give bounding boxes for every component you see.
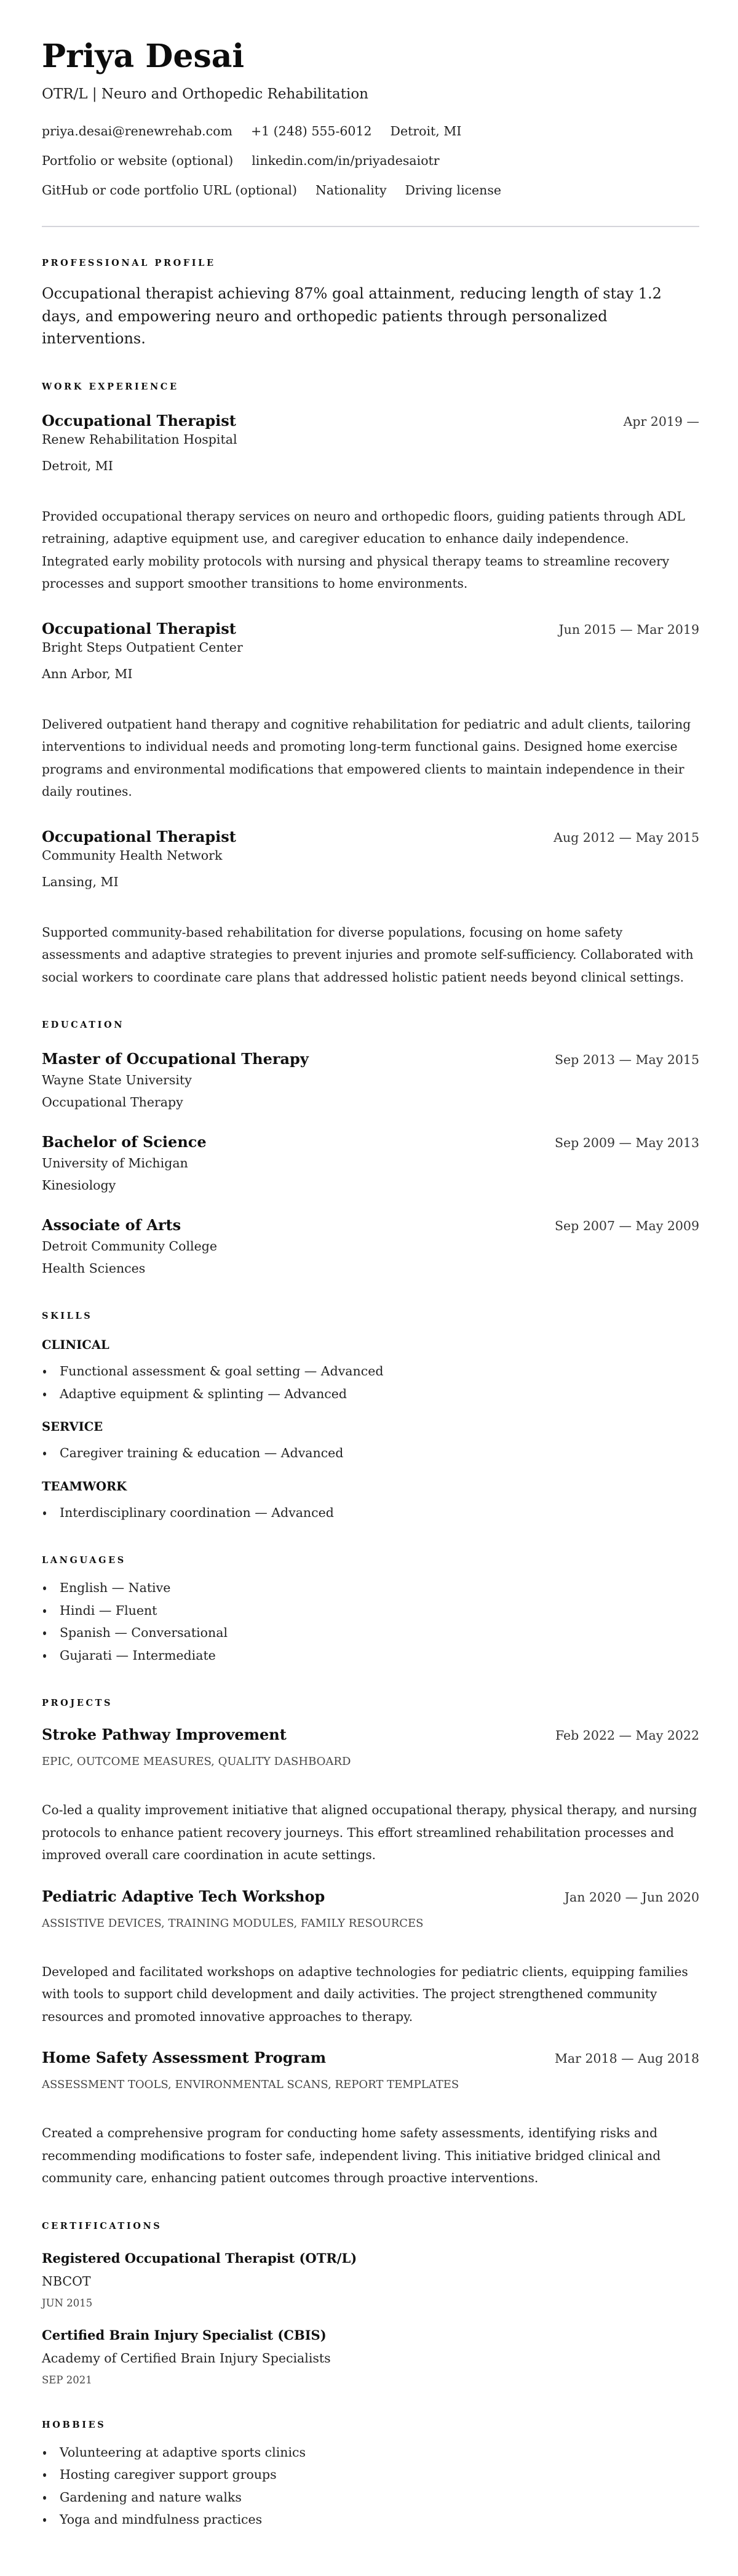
project-tags: EPIC, OUTCOME MEASURES, QUALITY DASHBOARD [42,1755,351,1768]
language-list [42,1577,699,1666]
degree-title: Associate of Arts [42,1216,181,1234]
section-heading: PROFESSIONAL PROFILE [42,258,216,268]
job-dates: Apr 2019 — [623,414,699,429]
skill-item: Adaptive equipment & splinting — Advanced [42,1383,699,1406]
hobby-list [42,2441,699,2531]
experience-section [42,381,699,989]
skill-item: Interdisciplinary coordination — Advanced [42,1502,699,1524]
skill-item: Functional assessment & goal setting — Advanced [42,1360,699,1383]
hobbies-section [42,2419,699,2531]
language-item: Spanish — Conversational [42,1622,699,1644]
language-item: English — Native [42,1577,699,1599]
education-entry [42,1133,699,1196]
skill-group-heading: TEAMWORK [42,1479,127,1494]
header-divider [42,226,699,227]
contact-row [42,175,699,205]
contact-row [42,116,699,146]
language-item: Hindi — Fluent [42,1599,699,1622]
field-of-study: Occupational Therapy [42,1095,183,1110]
job-entry [42,828,699,989]
job-entry [42,412,699,595]
hobby-item: Yoga and mindfulness practices [42,2508,699,2531]
project-dates: Mar 2018 — Aug 2018 [554,2051,699,2066]
project-dates: Jan 2020 — Jun 2020 [564,1889,699,1905]
job-company: Community Health Network [42,847,223,863]
contact-linkedin[interactable]: linkedin.com/in/priyadesaiotr [252,153,440,168]
contact-location: Detroit, MI [390,124,462,138]
contact-info [42,116,699,205]
section-heading: CERTIFICATIONS [42,2220,162,2231]
field-of-study: Health Sciences [42,1261,146,1276]
job-company: Renew Rehabilitation Hospital [42,431,237,447]
project-entry [42,2049,699,2190]
certification-date: SEP 2021 [42,2374,92,2386]
skill-list [42,1502,699,1524]
job-dates: Jun 2015 — Mar 2019 [558,622,699,637]
certification-issuer: NBCOT [42,2273,91,2289]
section-heading: PROJECTS [42,1698,113,1708]
school-name: Wayne State University [42,1073,192,1087]
contact-driving-license: Driving license [405,183,501,198]
language-item: Gujarati — Intermediate [42,1644,699,1667]
education-entry [42,1050,699,1113]
job-description: Provided occupational therapy services on neuro and orthopedic floors, guiding patients through ADL retraining, adaptive equipment use, and caregiver education to enhance daily independence. Integrated early mobility protocols with nursing and physical therapy teams to streamline recovery processes and support smoother transitions to home environments. [42,508,685,591]
project-description: Created a comprehensive program for conducting home safety assessments, identifying risks and recommending modifications to foster safe, independent living. This initiative bridged clinical and community care, enhancing patient outcomes through proactive interventions. [42,2126,661,2185]
job-location: Ann Arbor, MI [42,666,133,681]
candidate-subtitle: OTR/L | Neuro and Orthopedic Rehabilitation [42,86,368,102]
section-heading: WORK EXPERIENCE [42,381,179,392]
project-title: Pediatric Adaptive Tech Workshop [42,1887,325,1905]
projects-section [42,1697,699,2190]
project-title: Stroke Pathway Improvement [42,1726,287,1743]
field-of-study: Kinesiology [42,1178,116,1193]
job-entry [42,620,699,803]
skill-list [42,1442,699,1465]
contact-row [42,146,699,175]
education-dates: Sep 2007 — May 2009 [555,1218,699,1233]
section-heading: LANGUAGES [42,1555,126,1566]
job-company: Bright Steps Outpatient Center [42,639,243,655]
project-tags: ASSISTIVE DEVICES, TRAINING MODULES, FAMILY RESOURCES [42,1916,424,1930]
project-description: Developed and facilitated workshops on adaptive technologies for pediatric clients, equipping families with tools to support child development and daily activities. The project strengthened community resources and promoted innovative approaches to therapy. [42,1964,688,2024]
job-location: Lansing, MI [42,874,119,889]
job-title: Occupational Therapist [42,619,236,638]
hobby-item: Volunteering at adaptive sports clinics [42,2441,699,2464]
education-entry [42,1216,699,1279]
section-heading: EDUCATION [42,1020,125,1030]
contact-nationality: Nationality [315,183,387,198]
contact-email[interactable]: priya.desai@renewrehab.com [42,124,232,138]
job-dates: Aug 2012 — May 2015 [554,830,699,845]
job-title: Occupational Therapist [42,411,236,430]
certifications-section [42,2220,699,2388]
certification-title: Certified Brain Injury Specialist (CBIS) [42,2327,327,2343]
hobby-item: Hosting caregiver support groups [42,2463,699,2486]
project-title: Home Safety Assessment Program [42,2049,327,2066]
certification-entry [42,2249,699,2311]
school-name: Detroit Community College [42,1239,217,1254]
skills-section [42,1310,699,1524]
skill-item: Caregiver training & education — Advanced [42,1442,699,1465]
skill-group-heading: CLINICAL [42,1338,109,1352]
project-entry [42,1887,699,2028]
education-dates: Sep 2013 — May 2015 [555,1052,699,1067]
section-heading: HOBBIES [42,2419,106,2430]
resume-header [42,37,699,205]
project-tags: ASSESSMENT TOOLS, ENVIRONMENTAL SCANS, REPORT TEMPLATES [42,2078,459,2091]
project-entry [42,1726,699,1866]
hobby-item: Gardening and nature walks [42,2486,699,2509]
job-location: Detroit, MI [42,458,113,473]
project-dates: Feb 2022 — May 2022 [555,1728,699,1743]
skill-group-heading: SERVICE [42,1420,103,1434]
education-dates: Sep 2009 — May 2013 [555,1135,699,1150]
contact-portfolio[interactable]: Portfolio or website (optional) [42,153,234,168]
profile-summary: Occupational therapist achieving 87% goal attainment, reducing length of stay 1.2 days, and empowering neuro and orthopedic patients through personalized interventions. [42,285,662,347]
education-section [42,1019,699,1279]
job-description: Supported community-based rehabilitation for diverse populations, focusing on home safety assessments and adaptive strategies to prevent injuries and promote self-sufficiency. Collaborated with social workers to coordinate care plans that addressed holistic patient needs beyond clinical settings. [42,924,694,985]
degree-title: Bachelor of Science [42,1133,207,1151]
profile-section [42,257,699,350]
degree-title: Master of Occupational Therapy [42,1050,309,1068]
job-description: Delivered outpatient hand therapy and cognitive rehabilitation for pediatric and adult clients, tailoring interventions to individual needs and promoting long-term functional gains. Designed home exercise programs and environmental modifications that empowered clients to maintain independence in their daily routines. [42,716,691,799]
job-title: Occupational Therapist [42,827,236,846]
certification-entry [42,2326,699,2388]
candidate-name: Priya Desai [42,38,245,75]
contact-phone[interactable]: +1 (248) 555-6012 [250,124,372,138]
certification-title: Registered Occupational Therapist (OTR/L) [42,2250,357,2266]
contact-github[interactable]: GitHub or code portfolio URL (optional) [42,183,297,198]
section-heading: SKILLS [42,1311,93,1321]
school-name: University of Michigan [42,1156,188,1170]
project-description: Co-led a quality improvement initiative that aligned occupational therapy, physical therapy, and nursing protocols to enhance patient recovery journeys. This effort streamlined rehabilitation processes and improved overall care coordination in acute settings. [42,1802,697,1862]
skill-list [42,1360,699,1405]
certification-issuer: Academy of Certified Brain Injury Specialists [42,2350,331,2366]
certification-date: JUN 2015 [42,2297,93,2309]
languages-section [42,1554,699,1666]
